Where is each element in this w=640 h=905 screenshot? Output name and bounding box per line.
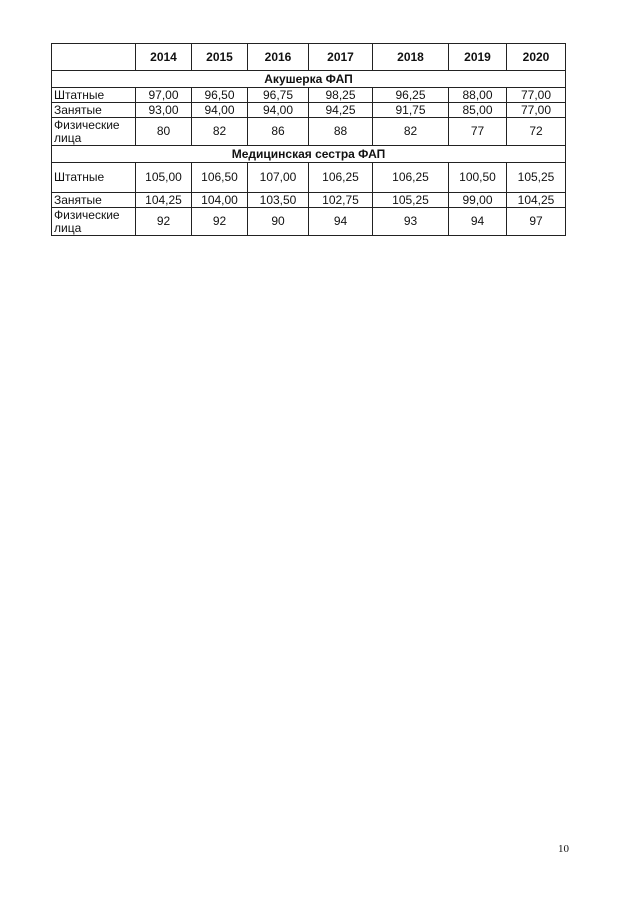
header-year: 2017 [309, 44, 373, 71]
staffing-table [51, 43, 566, 236]
table-cell: 105,25 [507, 163, 566, 193]
section-title: Медицинская сестра ФАП [52, 146, 566, 163]
row-label: Занятые [52, 193, 136, 208]
row-label: Штатные [52, 88, 136, 103]
table-row [52, 193, 566, 208]
table-cell: 105,25 [373, 193, 449, 208]
table-cell: 104,00 [192, 193, 248, 208]
table-cell: 77,00 [507, 88, 566, 103]
table-cell: 98,25 [309, 88, 373, 103]
section-title: Акушерка ФАП [52, 71, 566, 88]
table-cell: 72 [507, 118, 566, 146]
table-cell: 82 [373, 118, 449, 146]
table-cell: 106,50 [192, 163, 248, 193]
table-cell: 104,25 [136, 193, 192, 208]
table-cell: 85,00 [449, 103, 507, 118]
row-label: Штатные [52, 163, 136, 193]
header-year: 2015 [192, 44, 248, 71]
header-year: 2016 [248, 44, 309, 71]
table-row [52, 103, 566, 118]
table-row [52, 208, 566, 236]
table-cell: 92 [136, 208, 192, 236]
table-cell: 94,25 [309, 103, 373, 118]
table-cell: 99,00 [449, 193, 507, 208]
table-cell: 103,50 [248, 193, 309, 208]
table-cell: 96,25 [373, 88, 449, 103]
table-cell: 104,25 [507, 193, 566, 208]
table-cell: 94,00 [248, 103, 309, 118]
table-cell: 92 [192, 208, 248, 236]
header-cell-empty [52, 44, 136, 71]
table-cell: 88,00 [449, 88, 507, 103]
row-label: Физические лица [52, 208, 136, 236]
table-cell: 106,25 [309, 163, 373, 193]
table-cell: 96,75 [248, 88, 309, 103]
table-cell: 102,75 [309, 193, 373, 208]
table-cell: 91,75 [373, 103, 449, 118]
table-cell: 97,00 [136, 88, 192, 103]
header-row [52, 44, 566, 71]
header-year: 2018 [373, 44, 449, 71]
section-row [52, 71, 566, 88]
table-cell: 94 [309, 208, 373, 236]
table-cell: 93,00 [136, 103, 192, 118]
table-row [52, 88, 566, 103]
table-cell: 105,00 [136, 163, 192, 193]
section-row [52, 146, 566, 163]
table-cell: 77 [449, 118, 507, 146]
table-row [52, 163, 566, 193]
table-row [52, 118, 566, 146]
row-label: Физические лица [52, 118, 136, 146]
table-cell: 97 [507, 208, 566, 236]
table-cell: 86 [248, 118, 309, 146]
page-number: 10 [558, 843, 569, 855]
table-cell: 82 [192, 118, 248, 146]
row-label: Занятые [52, 103, 136, 118]
header-year: 2020 [507, 44, 566, 71]
table-cell: 100,50 [449, 163, 507, 193]
table-cell: 106,25 [373, 163, 449, 193]
header-year: 2014 [136, 44, 192, 71]
table-cell: 94 [449, 208, 507, 236]
table-cell: 94,00 [192, 103, 248, 118]
table-cell: 88 [309, 118, 373, 146]
header-year: 2019 [449, 44, 507, 71]
table-cell: 77,00 [507, 103, 566, 118]
table-cell: 80 [136, 118, 192, 146]
table-cell: 90 [248, 208, 309, 236]
table-cell: 96,50 [192, 88, 248, 103]
table-cell: 93 [373, 208, 449, 236]
table-cell: 107,00 [248, 163, 309, 193]
